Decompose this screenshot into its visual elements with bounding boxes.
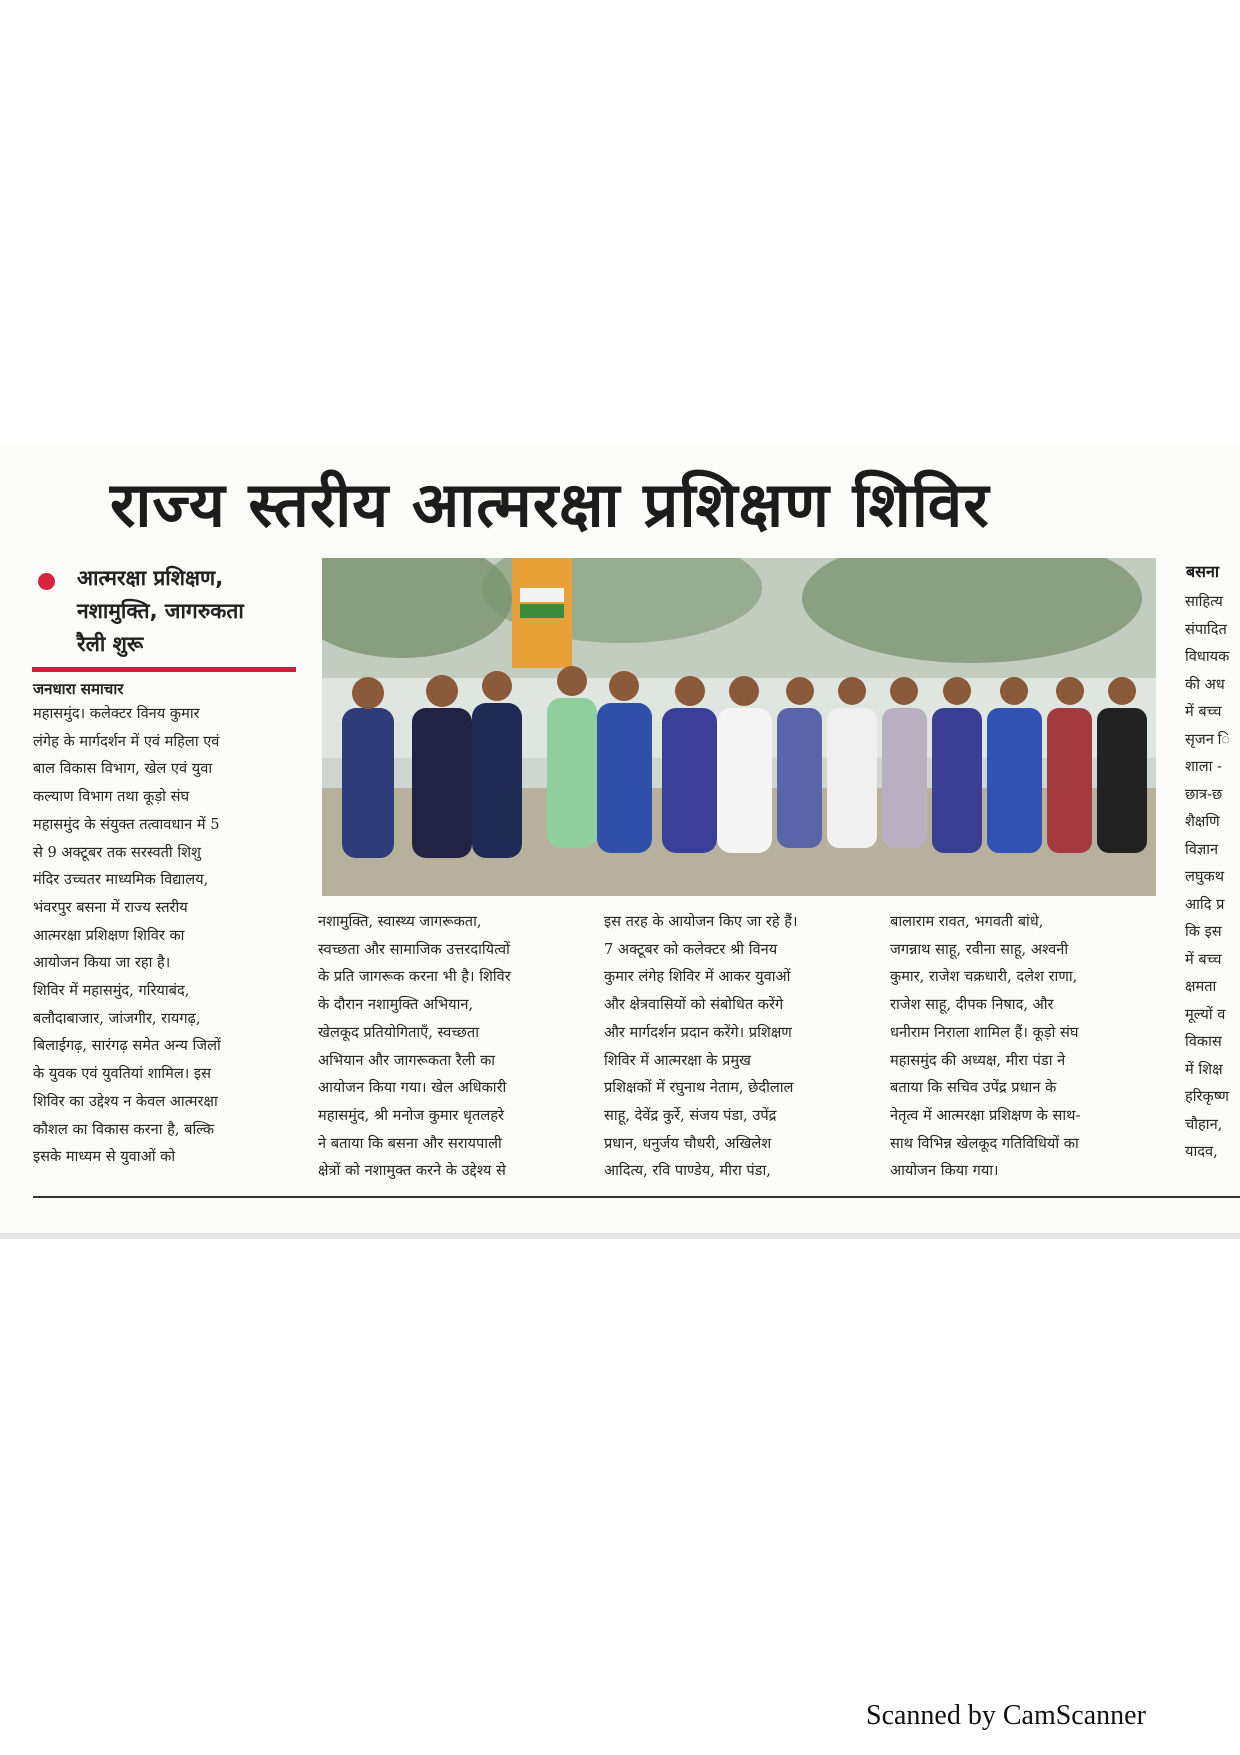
column-text-line: धनीराम निराला शामिल हैं। कूड़ो संघ bbox=[890, 1023, 1079, 1041]
column-text-line: आत्मरक्षा प्रशिक्षण शिविर का bbox=[33, 926, 185, 944]
article-column-3 bbox=[604, 908, 870, 1185]
adjacent-article-heading: बसना bbox=[1186, 562, 1219, 581]
adjacent-article-column bbox=[1185, 588, 1240, 1166]
column-text-line: नशामुक्ति, स्वास्थ्य जागरूकता, bbox=[318, 913, 482, 930]
news-agency-credit: जनधारा समाचार bbox=[33, 680, 124, 698]
column-text-line: कौशल का विकास करना है, बल्कि bbox=[33, 1120, 215, 1138]
column-text-line: की अध bbox=[1185, 675, 1225, 693]
column-text-line: कुमार लंगेह शिविर में आकर युवाओं bbox=[604, 968, 791, 986]
article-headline: राज्य स्तरीय आत्मरक्षा प्रशिक्षण शिविर bbox=[110, 468, 990, 541]
column-text-line: में शिक्ष bbox=[1185, 1060, 1223, 1078]
column-text-line: शाला - bbox=[1185, 758, 1222, 775]
column-text-line: नेतृत्व में आत्मरक्षा प्रशिक्षण के साथ- bbox=[890, 1106, 1081, 1124]
scanner-credit: Scanned by CamScanner bbox=[866, 1700, 1146, 1731]
column-text-line: साहू, देवेंद्र कुर्रे, संजय पंडा, उपेंद्र bbox=[604, 1106, 777, 1124]
column-text-line: इसके माध्यम से युवाओं को bbox=[33, 1148, 176, 1166]
column-text-line: विज्ञान bbox=[1185, 840, 1219, 858]
column-text-line: खेलकूद प्रतियोगिताएँ, स्वच्छता bbox=[318, 1023, 480, 1041]
column-text-line: महासमुंद। कलेक्टर विनय कुमार bbox=[33, 705, 200, 722]
subhead-line: रैली शुरू bbox=[77, 632, 144, 656]
column-text-line: आयोजन किया जा रहा है। bbox=[33, 954, 171, 972]
column-text-line: लंगेह के मार्गदर्शन में एवं महिला एवं bbox=[33, 732, 220, 750]
article-column-4 bbox=[890, 908, 1156, 1185]
column-text-line: बलौदाबाजार, जांजगीर, रायगढ़, bbox=[33, 1009, 201, 1027]
subhead-line: नशामुक्ति, जागरुकता bbox=[77, 599, 244, 623]
column-text-line: आयोजन किया गया। खेल अधिकारी bbox=[318, 1079, 507, 1097]
column-text-line: इस तरह के आयोजन किए जा रहे हैं। bbox=[604, 913, 798, 930]
column-text-line: सृजन ि bbox=[1185, 730, 1231, 748]
column-text-line: प्रशिक्षकों में रघुनाथ नेताम, छेदीलाल bbox=[604, 1079, 794, 1097]
column-text-line: बताया कि सचिव उपेंद्र प्रधान के bbox=[890, 1079, 1057, 1097]
column-text-line: साहित्य bbox=[1185, 593, 1223, 610]
column-text-line: विकास bbox=[1185, 1033, 1222, 1050]
column-text-line: छात्र-छ bbox=[1185, 785, 1223, 803]
column-text-line: क्षमता bbox=[1185, 978, 1217, 995]
column-text-line: में बच्च bbox=[1185, 950, 1222, 968]
article-column-1 bbox=[33, 700, 298, 1171]
column-text-line: अभियान और जागरूकता रैली का bbox=[318, 1051, 496, 1069]
column-text-line: संपादित bbox=[1185, 620, 1227, 638]
column-text-line: के युवक एवं युवतियां शामिल। इस bbox=[33, 1065, 211, 1083]
column-text-line: शिविर में महासमुंद, गरियाबंद, bbox=[33, 982, 190, 1000]
column-text-line: और मार्गदर्शन प्रदान करेंगे। प्रशिक्षण bbox=[604, 1023, 792, 1041]
column-text-line: ने बताया कि बसना और सरायपाली bbox=[318, 1134, 502, 1152]
column-text-line: कि इस bbox=[1185, 923, 1222, 940]
column-text-line: के दौरान नशामुक्ति अभियान, bbox=[318, 996, 474, 1014]
page-divider bbox=[0, 1233, 1240, 1239]
column-text-line: साथ विभिन्न खेलकूद गतिविधियों का bbox=[890, 1134, 1079, 1152]
column-text-line: के प्रति जागरूक करना भी है। शिविर bbox=[318, 968, 511, 986]
column-text-line: महासमुंद की अध्यक्ष, मीरा पंडा ने bbox=[890, 1051, 1066, 1069]
column-text-line: में बच्च bbox=[1185, 703, 1222, 720]
column-text-line: आदित्य, रवि पाण्डेय, मीरा पंडा, bbox=[604, 1162, 771, 1180]
article-bottom-rule bbox=[33, 1196, 1240, 1198]
column-text-line: मूल्यों व bbox=[1185, 1005, 1226, 1023]
column-text-line: राजेश साहू, दीपक निषाद, और bbox=[890, 996, 1054, 1014]
column-text-line: क्षेत्रों को नशामुक्त करने के उद्देश्य से bbox=[318, 1162, 506, 1180]
column-text-line: कल्याण विभाग तथा कूड़ो संघ bbox=[33, 788, 190, 806]
column-text-line: आदि प्र bbox=[1185, 895, 1225, 913]
column-text-line: से 9 अक्टूबर तक सरस्वती शिशु bbox=[33, 843, 201, 861]
column-text-line: महासमुंद, श्री मनोज कुमार धृतलहरे bbox=[318, 1106, 504, 1124]
column-text-line: बाल विकास विभाग, खेल एवं युवा bbox=[33, 760, 213, 778]
subhead-underline bbox=[32, 667, 296, 672]
column-text-line: और क्षेत्रवासियों को संबोधित करेंगे bbox=[604, 996, 784, 1014]
column-text-line: बालाराम रावत, भगवती बांधे, bbox=[890, 913, 1044, 930]
column-text-line: भंवरपुर बसना में राज्य स्तरीय bbox=[33, 898, 188, 916]
red-bullet-icon bbox=[38, 573, 55, 590]
column-text-line: शिविर का उद्देश्य न केवल आत्मरक्षा bbox=[33, 1092, 218, 1110]
column-text-line: विधायक bbox=[1185, 648, 1230, 665]
column-text-line: जगन्नाथ साहू, रवीना साहू, अश्वनी bbox=[890, 940, 1069, 958]
column-text-line: स्वच्छता और सामाजिक उत्तरदायित्वों bbox=[318, 940, 510, 958]
column-text-line: शैक्षणि bbox=[1185, 813, 1220, 830]
column-text-line: हरिकृष्ण bbox=[1185, 1088, 1229, 1105]
column-text-line: प्रधान, धनुर्जय चौधरी, अखिलेश bbox=[604, 1134, 772, 1152]
column-text-line: मंदिर उच्चतर माध्यमिक विद्यालय, bbox=[33, 871, 209, 889]
article-column-2 bbox=[318, 908, 584, 1185]
column-text-line: 7 अक्टूबर को कलेक्टर श्री विनय bbox=[604, 940, 778, 958]
article-photo bbox=[322, 558, 1156, 896]
article-subhead bbox=[77, 562, 297, 661]
subhead-line: आत्मरक्षा प्रशिक्षण, bbox=[77, 566, 224, 590]
column-text-line: शिविर में आत्मरक्षा के प्रमुख bbox=[604, 1051, 751, 1069]
column-text-line: महासमुंद के संयुक्त तत्वावधान में 5 bbox=[33, 815, 220, 833]
column-text-line: कुमार, राजेश चक्रधारी, दलेश राणा, bbox=[890, 968, 1078, 986]
column-text-line: आयोजन किया गया। bbox=[890, 1162, 999, 1180]
column-text-line: लघुकथ bbox=[1185, 868, 1225, 885]
column-text-line: बिलाईगढ़, सारंगढ़ समेत अन्य जिलों bbox=[33, 1037, 221, 1055]
column-text-line: यादव, bbox=[1185, 1143, 1218, 1160]
column-text-line: चौहान, bbox=[1185, 1115, 1223, 1133]
group-photo-icon bbox=[322, 558, 1156, 896]
